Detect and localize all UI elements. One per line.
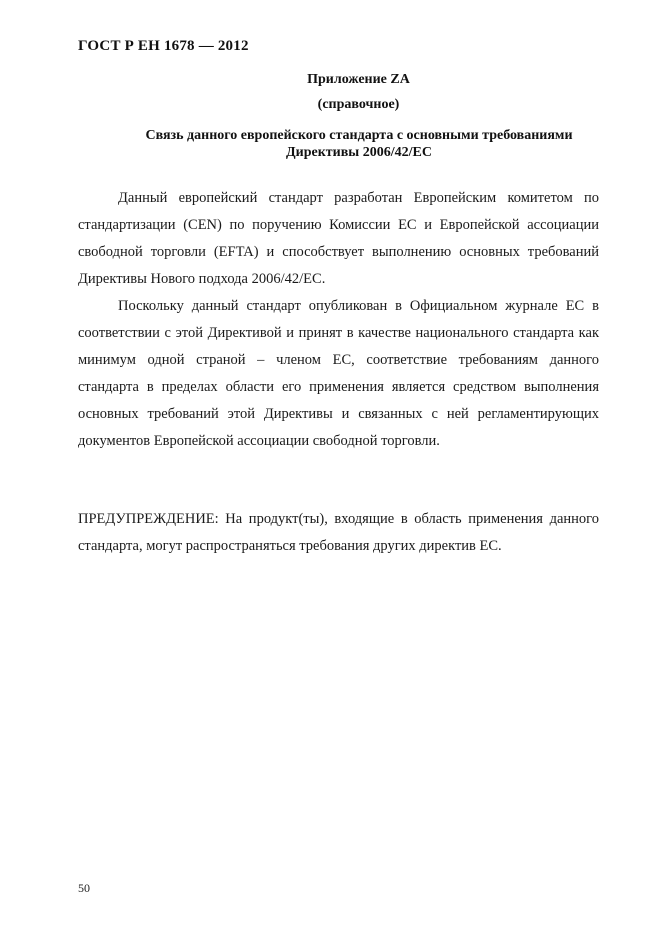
paragraph: Поскольку данный стандарт опубликован в Официальном журнале ЕС в соответствии с этой Директивой и принят в качестве национального стандарта как минимум одной страной – членом ЕС, соответствие требованиям данного стандарта в пределах области его применения является средством выполнения основных требований этой Директивы и связанных с ней регламентирующих документов Европейской ассоциации свободной торговли. [78, 298, 599, 449]
warning-text: ПРЕДУПРЕЖДЕНИЕ: На продукт(ты), входящие в область применения данного стандарта, могут распространяться требования других директив ЕС. [78, 511, 599, 554]
annex-kind: (справочное) [317, 97, 400, 112]
warning-note [78, 506, 599, 560]
annex-title: Приложение ZA [307, 72, 410, 87]
paragraph: Данный европейский стандарт разработан Европейским комитетом по стандартизации (CEN) по поручению Комиссии ЕС и Европейской ассоциации свободной торговли (EFTA) и способствует выполнению основных требований Директивы Нового подхода 2006/42/ЕС. [78, 190, 599, 287]
page-number: 50 [78, 881, 90, 895]
body-text [78, 185, 599, 455]
document-header: ГОСТ Р ЕН 1678 — 2012 [78, 38, 249, 54]
annex-subject: Связь данного европейского стандарта с основными требованиями Директивы 2006/42/ЕС [145, 128, 573, 160]
